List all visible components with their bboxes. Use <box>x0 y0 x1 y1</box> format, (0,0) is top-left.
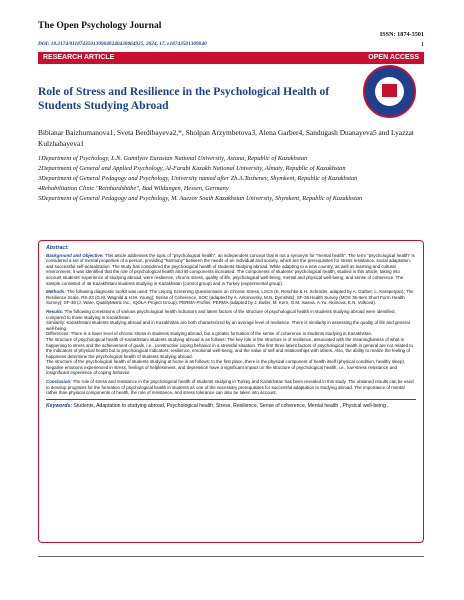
affiliation-4: 4Rehabilitation Clinic "Reinhardshöhe", Bad Wildungen, Hessen, Germany <box>38 184 229 192</box>
affiliation-3: 3Department of General Pedagogy and Psychology, University named after Zh.A.Tashenev, Shymkent, Republic of Kazakhstan <box>38 174 358 182</box>
affiliation-2: 2Department of General and Applied Psychology, Al-Farabi Kazakh National University, Almaty, Republic of Kazakhstan <box>38 164 346 172</box>
abstract-background: Background and Objective: This article addresses the topic of "psychological health", an independent concept that is not a synonym for "mental health". The term "psychological health" is considered a set of mental properties of a person, providing "harmony" between the needs of an individual and society, which are the prerequisites for stress resistance, social adaptation, and successful self-actualization. The study has considered the psychological health of students studying abroad. While adapting to a new country, as well as learning and cultural environment, it was identified that the role of psychological health and its components increased. The components of students' psychological health, studied in this article, taking into account students' experience of studying abroad, were resilience, chronic stress, quality of life, psychological well-being, mental and physical well-being, and sense of coherence. The sample consisted of 46 Kazakhstani students studying in Kazakhstan (control group) and in Turkey (experimental group). <box>46 252 415 286</box>
abstract-results: Results: The following correlations of various psychological health indicators and latent factors of the structure of psychological health in students studying abroad were identified, compared to those studying in Kazakhstan. Similarity: Kazakhstani students studying abroad and in Kazakhstan are both characterized by an average level of resilience. There is similarity in assessing the quality of life and general well-being. Differences: There is a lower level of chronic stress in students studying abroad, but a greater formation of the sense of coherence in students studying in Kazakhstan. The structure of psychological health of Kazakhstani students studying abroad is as follows: The key role in the structure is of resilience, associated with the meaningfulness of what is happening to stress and the achievement of goals, i.e., constructive coping behavior in a stressful situation. The first three latent factors of psychological health in general are not related to the indicators of physical health but to psychological indicators: resilience, emotional well-being, and the value of self and relationships with others. Also, the ability to realize the feeling of happiness determine the psychological health of students studying abroad. The structure of the psychological health of students studying at home is as follows: In the first place, there is the physical component of health itself (physical condition, healthy sleep). Negative emotions experienced in stress, feelings of helplessness, and depression have a significant impact on the structure of psychological health, i.e., low stress resistance and insignificant experience of coping behavior. <box>46 308 413 376</box>
page-footer <box>38 556 424 559</box>
research-article-label: RESEARCH ARTICLE <box>43 54 115 61</box>
abstract-conclusion: Conclusion: The role of stress and resistance in the psychological health of students studying in Turkey and Kazakhstan has been revealed in this study. The obtained results can be used to develop programs for the formation of psychological health in students as one of the necessary prerequisites for successful adaptation to studying abroad. The importance of mental rather than physical components of health, the role of resistance, and stress tolerance can also be taken into account. <box>46 379 414 396</box>
journal-name: The Open Psychology Journal <box>38 20 162 31</box>
affiliation-5: 5Department of General Pedagogy and Psychology, M. Auezov South Kazakhstan University, Shymkent, Republic of Kazakhstan <box>38 194 363 202</box>
article-type-band <box>38 52 424 64</box>
doi[interactable]: DOI: 10.2174/0118743501309040240430064925, 2024, 17, e18743501309040 <box>38 41 207 47</box>
abstract-methods: Methods: The following diagnostic toolkit was used: The Leipzig Screening Questionnaire on Chronic Stress, LSCS (K. Reschke & H. Schröder, adapted by A. Garber; L. Karapetyan); The Resilience Scale, RS-23 (G.M. Wagnild & H.M. Young); Sense of Coherence, SOC (adapted by A. Antonovsky, M.N. Dymshits); SF-36 Health Survey (MOS 36-Item Short Form Health Survey); SF-36 (J. Ware, QualityMetric Inc., IQOLA-Project Group); PERMA-Profiler, PERMA (adapted by J. Butler, M. Kern, O.M. Isaeva, A.Yu. Akimova, E.N. Volkova). <box>46 289 414 306</box>
open-psychology-journal-logo-icon <box>363 65 416 118</box>
affiliation-1: 1Department of Psychology, L.N. Gumilyov Eurasian National University, Astana, Republic of Kazakhstan <box>38 155 308 162</box>
author-list: Bibianar Baizhumanova1, Sveta Berdibayeva2,*, Sholpan Arzymbetova3, Alena Garber4, Sandugash Duanayeva5 and Lyazzat Kulzhabayeva1 <box>38 128 414 148</box>
page-number: 1 <box>420 41 424 48</box>
divider <box>46 399 416 400</box>
affiliations <box>38 155 424 204</box>
keywords: Keywords: Students, Adaptation to studying abroad, Psychological health, Stress, Resilience, Sense of coherence, Mental health , Physical well-being . <box>46 402 389 409</box>
open-access-label: OPEN ACCESS <box>368 54 419 61</box>
issn: ISSN: 1874-3501 <box>379 31 424 38</box>
footer-rule <box>38 556 424 557</box>
abstract-heading: Abstract: <box>46 245 69 251</box>
abstract-box <box>38 240 424 543</box>
article-title: Role of Stress and Resilience in the Psychological Health of Students Studying Abroad <box>38 85 330 112</box>
